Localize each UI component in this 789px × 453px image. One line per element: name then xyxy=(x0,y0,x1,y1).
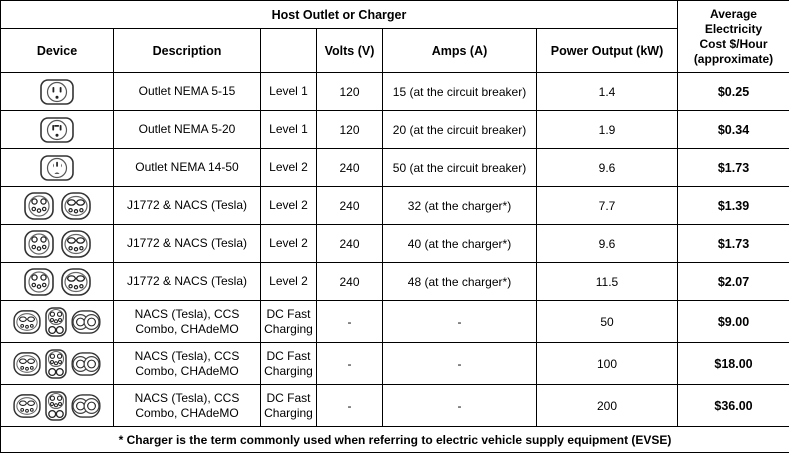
level-line-1: DC Fast xyxy=(264,391,313,405)
amps-cell: 32 (at the charger*) xyxy=(383,187,537,225)
nacs-connector-icon xyxy=(13,394,41,418)
level-cell: Level 1 xyxy=(261,73,317,111)
ccs-combo-connector-icon xyxy=(45,349,67,379)
cost-cell: $18.00 xyxy=(678,343,789,385)
volts-cell: - xyxy=(317,301,383,343)
device-icons-cell xyxy=(1,187,114,225)
column-header-description: Description xyxy=(114,29,261,73)
table-row xyxy=(1,343,789,385)
table-header-group-row xyxy=(1,1,789,29)
volts-cell: 240 xyxy=(317,225,383,263)
chademo-connector-icon xyxy=(71,310,101,334)
description-line-1: NACS (Tesla), CCS xyxy=(117,349,257,363)
amps-cell: 40 (at the charger*) xyxy=(383,225,537,263)
amps-cell: 50 (at the circuit breaker) xyxy=(383,149,537,187)
cost-cell: $0.34 xyxy=(678,111,789,149)
volts-cell: 120 xyxy=(317,73,383,111)
volts-cell: 240 xyxy=(317,263,383,301)
cost-cell: $36.00 xyxy=(678,385,789,427)
table-row xyxy=(1,263,789,301)
level-cell: Level 2 xyxy=(261,263,317,301)
description-cell: Outlet NEMA 14-50 xyxy=(114,149,261,187)
level-line-1: DC Fast xyxy=(264,349,313,363)
amps-cell: - xyxy=(383,301,537,343)
nema-5-15-outlet-icon xyxy=(40,79,74,105)
level-cell: Level 2 xyxy=(261,187,317,225)
description-cell xyxy=(114,301,261,343)
cost-cell: $1.73 xyxy=(678,225,789,263)
cost-header-line-3: (approximate) xyxy=(681,52,786,67)
j1772-connector-icon xyxy=(24,268,54,296)
cost-header-line-1: Average Electricity xyxy=(681,7,786,37)
device-icons-cell xyxy=(1,149,114,187)
cost-cell: $2.07 xyxy=(678,263,789,301)
column-header-power: Power Output (kW) xyxy=(537,29,678,73)
device-icons-cell xyxy=(1,343,114,385)
cost-cell: $1.73 xyxy=(678,149,789,187)
level-cell: Level 1 xyxy=(261,111,317,149)
description-cell: J1772 & NACS (Tesla) xyxy=(114,187,261,225)
column-header-amps: Amps (A) xyxy=(383,29,537,73)
j1772-connector-icon xyxy=(24,230,54,258)
nacs-connector-icon xyxy=(61,192,91,220)
amps-cell: 48 (at the charger*) xyxy=(383,263,537,301)
group-header-host-outlet: Host Outlet or Charger xyxy=(1,1,678,29)
volts-cell: 240 xyxy=(317,187,383,225)
device-icons-cell xyxy=(1,301,114,343)
amps-cell: 15 (at the circuit breaker) xyxy=(383,73,537,111)
volts-cell: - xyxy=(317,343,383,385)
table-row xyxy=(1,187,789,225)
nacs-connector-icon xyxy=(13,310,41,334)
table-row xyxy=(1,111,789,149)
level-cell xyxy=(261,301,317,343)
table-row xyxy=(1,225,789,263)
power-cell: 200 xyxy=(537,385,678,427)
chademo-connector-icon xyxy=(71,394,101,418)
ccs-combo-connector-icon xyxy=(45,307,67,337)
nacs-connector-icon xyxy=(13,352,41,376)
nema-5-20-outlet-icon xyxy=(40,117,74,143)
table-row xyxy=(1,385,789,427)
amps-cell: 20 (at the circuit breaker) xyxy=(383,111,537,149)
device-icons-cell xyxy=(1,73,114,111)
power-cell: 7.7 xyxy=(537,187,678,225)
power-cell: 9.6 xyxy=(537,225,678,263)
level-cell xyxy=(261,343,317,385)
power-cell: 100 xyxy=(537,343,678,385)
description-cell: J1772 & NACS (Tesla) xyxy=(114,263,261,301)
volts-cell: 120 xyxy=(317,111,383,149)
device-icons-cell xyxy=(1,111,114,149)
chademo-connector-icon xyxy=(71,352,101,376)
description-line-2: Combo, CHAdeMO xyxy=(117,406,257,420)
level-line-1: DC Fast xyxy=(264,307,313,321)
table-row xyxy=(1,73,789,111)
description-cell: Outlet NEMA 5-20 xyxy=(114,111,261,149)
cost-header-line-2: Cost $/Hour xyxy=(681,37,786,52)
nema-14-50-outlet-icon xyxy=(40,155,74,181)
device-icons-cell xyxy=(1,263,114,301)
power-cell: 50 xyxy=(537,301,678,343)
power-cell: 11.5 xyxy=(537,263,678,301)
j1772-connector-icon xyxy=(24,192,54,220)
description-cell xyxy=(114,343,261,385)
cost-cell: $1.39 xyxy=(678,187,789,225)
device-icons-cell xyxy=(1,225,114,263)
level-line-2: Charging xyxy=(264,406,313,420)
level-cell xyxy=(261,385,317,427)
description-cell: Outlet NEMA 5-15 xyxy=(114,73,261,111)
nacs-connector-icon xyxy=(61,230,91,258)
ccs-combo-connector-icon xyxy=(45,391,67,421)
table-row xyxy=(1,301,789,343)
level-cell: Level 2 xyxy=(261,225,317,263)
cost-cell: $9.00 xyxy=(678,301,789,343)
column-header-device: Device xyxy=(1,29,114,73)
table-header-columns-row xyxy=(1,29,789,73)
level-line-2: Charging xyxy=(264,322,313,336)
column-header-volts: Volts (V) xyxy=(317,29,383,73)
description-line-1: NACS (Tesla), CCS xyxy=(117,307,257,321)
amps-cell: - xyxy=(383,385,537,427)
volts-cell: - xyxy=(317,385,383,427)
level-line-2: Charging xyxy=(264,364,313,378)
power-cell: 9.6 xyxy=(537,149,678,187)
power-cell: 1.9 xyxy=(537,111,678,149)
description-line-1: NACS (Tesla), CCS xyxy=(117,391,257,405)
description-cell xyxy=(114,385,261,427)
description-line-2: Combo, CHAdeMO xyxy=(117,364,257,378)
column-header-cost xyxy=(678,1,789,73)
table-row xyxy=(1,149,789,187)
volts-cell: 240 xyxy=(317,149,383,187)
description-cell: J1772 & NACS (Tesla) xyxy=(114,225,261,263)
description-line-2: Combo, CHAdeMO xyxy=(117,322,257,336)
footnote-text: * Charger is the term commonly used when referring to electric vehicle supply equipment (EVSE) xyxy=(1,427,789,453)
amps-cell: - xyxy=(383,343,537,385)
nacs-connector-icon xyxy=(61,268,91,296)
level-cell: Level 2 xyxy=(261,149,317,187)
table-footnote-row xyxy=(1,427,789,453)
column-header-level xyxy=(261,29,317,73)
cost-cell: $0.25 xyxy=(678,73,789,111)
device-icons-cell xyxy=(1,385,114,427)
power-cell: 1.4 xyxy=(537,73,678,111)
